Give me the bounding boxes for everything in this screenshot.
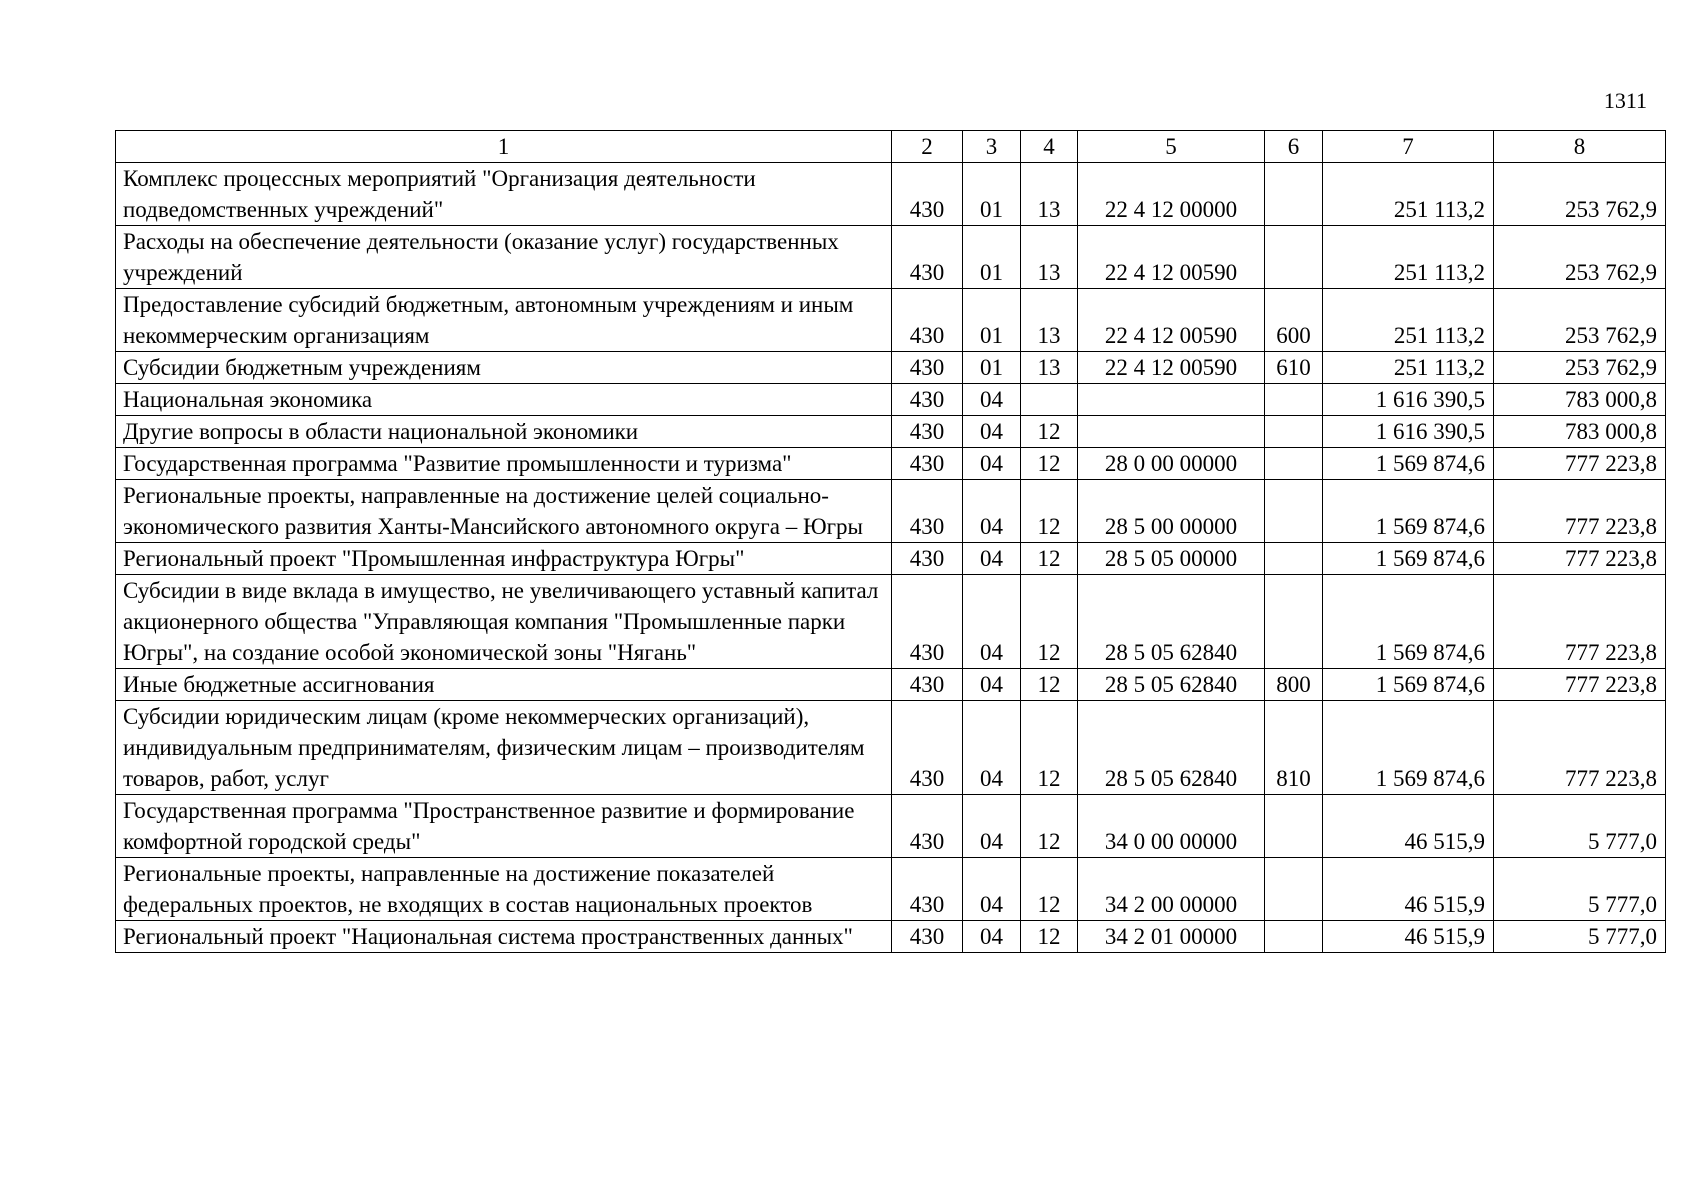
row-section: 04 [963, 701, 1021, 795]
row-name: Иные бюджетные ассигнования [116, 669, 892, 701]
row-admin-code: 430 [892, 384, 963, 416]
row-subsection: 12 [1021, 669, 1078, 701]
row-section: 01 [963, 226, 1021, 289]
column-header-4: 4 [1021, 131, 1078, 163]
row-name: Государственная программа "Пространственное развитие и формирование комфортной городской среды" [116, 795, 892, 858]
row-name: Предоставление субсидий бюджетным, автономным учреждениям и иным некоммерческим организациям [116, 289, 892, 352]
row-subsection: 13 [1021, 163, 1078, 226]
row-amount-col7: 1 569 874,6 [1323, 701, 1494, 795]
row-admin-code: 430 [892, 669, 963, 701]
row-expense-type: 800 [1265, 669, 1323, 701]
row-amount-col8: 5 777,0 [1494, 795, 1666, 858]
row-admin-code: 430 [892, 701, 963, 795]
row-expense-type [1265, 858, 1323, 921]
row-amount-col8: 783 000,8 [1494, 416, 1666, 448]
row-subsection: 12 [1021, 575, 1078, 669]
row-amount-col8: 253 762,9 [1494, 163, 1666, 226]
row-target-article: 28 5 05 62840 [1078, 701, 1265, 795]
table-row [116, 921, 1666, 953]
row-admin-code: 430 [892, 543, 963, 575]
row-target-article: 22 4 12 00590 [1078, 226, 1265, 289]
budget-table [115, 130, 1666, 953]
row-admin-code: 430 [892, 575, 963, 669]
row-amount-col8: 253 762,9 [1494, 226, 1666, 289]
row-name: Национальная экономика [116, 384, 892, 416]
column-header-1: 1 [116, 131, 892, 163]
row-amount-col8: 777 223,8 [1494, 448, 1666, 480]
row-subsection: 13 [1021, 352, 1078, 384]
row-admin-code: 430 [892, 352, 963, 384]
table-row [116, 858, 1666, 921]
row-amount-col7: 1 569 874,6 [1323, 543, 1494, 575]
row-name: Региональные проекты, направленные на достижение целей социально-экономического развития Ханты-Мансийского автономного округа – Югры [116, 480, 892, 543]
row-amount-col7: 251 113,2 [1323, 352, 1494, 384]
table-row [116, 448, 1666, 480]
row-expense-type: 610 [1265, 352, 1323, 384]
row-amount-col8: 777 223,8 [1494, 575, 1666, 669]
row-section: 04 [963, 384, 1021, 416]
row-admin-code: 430 [892, 921, 963, 953]
table-row [116, 575, 1666, 669]
row-name: Государственная программа "Развитие промышленности и туризма" [116, 448, 892, 480]
row-amount-col8: 777 223,8 [1494, 669, 1666, 701]
row-admin-code: 430 [892, 448, 963, 480]
row-name: Региональные проекты, направленные на достижение показателей федеральных проектов, не входящих в состав национальных проектов [116, 858, 892, 921]
table-row [116, 226, 1666, 289]
row-amount-col7: 1 616 390,5 [1323, 384, 1494, 416]
row-amount-col7: 251 113,2 [1323, 289, 1494, 352]
row-target-article: 28 0 00 00000 [1078, 448, 1265, 480]
row-section: 04 [963, 448, 1021, 480]
row-amount-col7: 1 569 874,6 [1323, 448, 1494, 480]
row-expense-type [1265, 163, 1323, 226]
row-section: 04 [963, 416, 1021, 448]
table-row [116, 352, 1666, 384]
row-section: 04 [963, 795, 1021, 858]
row-target-article: 28 5 05 62840 [1078, 575, 1265, 669]
row-subsection: 12 [1021, 416, 1078, 448]
row-amount-col7: 1 569 874,6 [1323, 669, 1494, 701]
row-subsection [1021, 384, 1078, 416]
row-target-article: 28 5 05 62840 [1078, 669, 1265, 701]
page-number: 1311 [1603, 88, 1647, 113]
column-header-8: 8 [1494, 131, 1666, 163]
row-amount-col8: 783 000,8 [1494, 384, 1666, 416]
row-section: 04 [963, 575, 1021, 669]
row-subsection: 12 [1021, 543, 1078, 575]
column-header-2: 2 [892, 131, 963, 163]
column-header-5: 5 [1078, 131, 1265, 163]
row-section: 01 [963, 163, 1021, 226]
row-amount-col7: 46 515,9 [1323, 795, 1494, 858]
row-amount-col7: 1 569 874,6 [1323, 575, 1494, 669]
row-section: 01 [963, 352, 1021, 384]
row-target-article: 28 5 05 00000 [1078, 543, 1265, 575]
row-expense-type [1265, 480, 1323, 543]
row-subsection: 12 [1021, 701, 1078, 795]
row-amount-col7: 1 569 874,6 [1323, 480, 1494, 543]
row-subsection: 12 [1021, 921, 1078, 953]
column-header-3: 3 [963, 131, 1021, 163]
row-target-article [1078, 416, 1265, 448]
row-expense-type [1265, 575, 1323, 669]
row-target-article: 34 2 01 00000 [1078, 921, 1265, 953]
row-amount-col7: 251 113,2 [1323, 226, 1494, 289]
row-target-article: 22 4 12 00590 [1078, 289, 1265, 352]
column-header-7: 7 [1323, 131, 1494, 163]
row-amount-col8: 777 223,8 [1494, 480, 1666, 543]
table-body [116, 163, 1666, 953]
row-name: Комплекс процессных мероприятий "Организация деятельности подведомственных учреждений" [116, 163, 892, 226]
row-expense-type [1265, 384, 1323, 416]
row-subsection: 12 [1021, 448, 1078, 480]
row-expense-type [1265, 226, 1323, 289]
header-row [116, 131, 1666, 163]
row-amount-col8: 253 762,9 [1494, 352, 1666, 384]
table-row [116, 480, 1666, 543]
row-expense-type [1265, 543, 1323, 575]
row-amount-col7: 1 616 390,5 [1323, 416, 1494, 448]
table-row [116, 416, 1666, 448]
row-subsection: 13 [1021, 226, 1078, 289]
table-row [116, 795, 1666, 858]
table-row [116, 384, 1666, 416]
row-name: Субсидии бюджетным учреждениям [116, 352, 892, 384]
row-subsection: 12 [1021, 795, 1078, 858]
row-section: 04 [963, 921, 1021, 953]
table-row [116, 289, 1666, 352]
row-name: Региональный проект "Национальная система пространственных данных" [116, 921, 892, 953]
row-admin-code: 430 [892, 226, 963, 289]
row-admin-code: 430 [892, 795, 963, 858]
row-admin-code: 430 [892, 480, 963, 543]
row-target-article: 22 4 12 00590 [1078, 352, 1265, 384]
row-name: Субсидии юридическим лицам (кроме некоммерческих организаций), индивидуальным предпринимателям, физическим лицам – производителям товаров, работ, услуг [116, 701, 892, 795]
row-expense-type [1265, 921, 1323, 953]
row-amount-col7: 251 113,2 [1323, 163, 1494, 226]
row-admin-code: 430 [892, 289, 963, 352]
row-amount-col7: 46 515,9 [1323, 921, 1494, 953]
row-target-article: 22 4 12 00000 [1078, 163, 1265, 226]
row-section: 04 [963, 480, 1021, 543]
row-expense-type [1265, 448, 1323, 480]
row-section: 04 [963, 669, 1021, 701]
column-header-6: 6 [1265, 131, 1323, 163]
row-admin-code: 430 [892, 416, 963, 448]
row-subsection: 12 [1021, 858, 1078, 921]
row-section: 01 [963, 289, 1021, 352]
row-name: Субсидии в виде вклада в имущество, не увеличивающего уставный капитал акционерного общества "Управляющая компания "Промышленные парки Югры", на создание особой экономической зоны "Нягань" [116, 575, 892, 669]
row-subsection: 12 [1021, 480, 1078, 543]
row-target-article [1078, 384, 1265, 416]
row-expense-type [1265, 795, 1323, 858]
table-row [116, 543, 1666, 575]
row-target-article: 34 0 00 00000 [1078, 795, 1265, 858]
row-amount-col8: 5 777,0 [1494, 921, 1666, 953]
table-row [116, 163, 1666, 226]
row-amount-col8: 777 223,8 [1494, 701, 1666, 795]
row-name: Расходы на обеспечение деятельности (оказание услуг) государственных учреждений [116, 226, 892, 289]
row-admin-code: 430 [892, 858, 963, 921]
row-amount-col8: 253 762,9 [1494, 289, 1666, 352]
row-name: Другие вопросы в области национальной экономики [116, 416, 892, 448]
row-amount-col8: 777 223,8 [1494, 543, 1666, 575]
row-admin-code: 430 [892, 163, 963, 226]
row-name: Региональный проект "Промышленная инфраструктура Югры" [116, 543, 892, 575]
row-section: 04 [963, 543, 1021, 575]
row-target-article: 28 5 00 00000 [1078, 480, 1265, 543]
row-expense-type: 600 [1265, 289, 1323, 352]
row-amount-col8: 5 777,0 [1494, 858, 1666, 921]
row-target-article: 34 2 00 00000 [1078, 858, 1265, 921]
row-expense-type: 810 [1265, 701, 1323, 795]
row-amount-col7: 46 515,9 [1323, 858, 1494, 921]
row-subsection: 13 [1021, 289, 1078, 352]
table-row [116, 669, 1666, 701]
row-expense-type [1265, 416, 1323, 448]
row-section: 04 [963, 858, 1021, 921]
table-row [116, 701, 1666, 795]
